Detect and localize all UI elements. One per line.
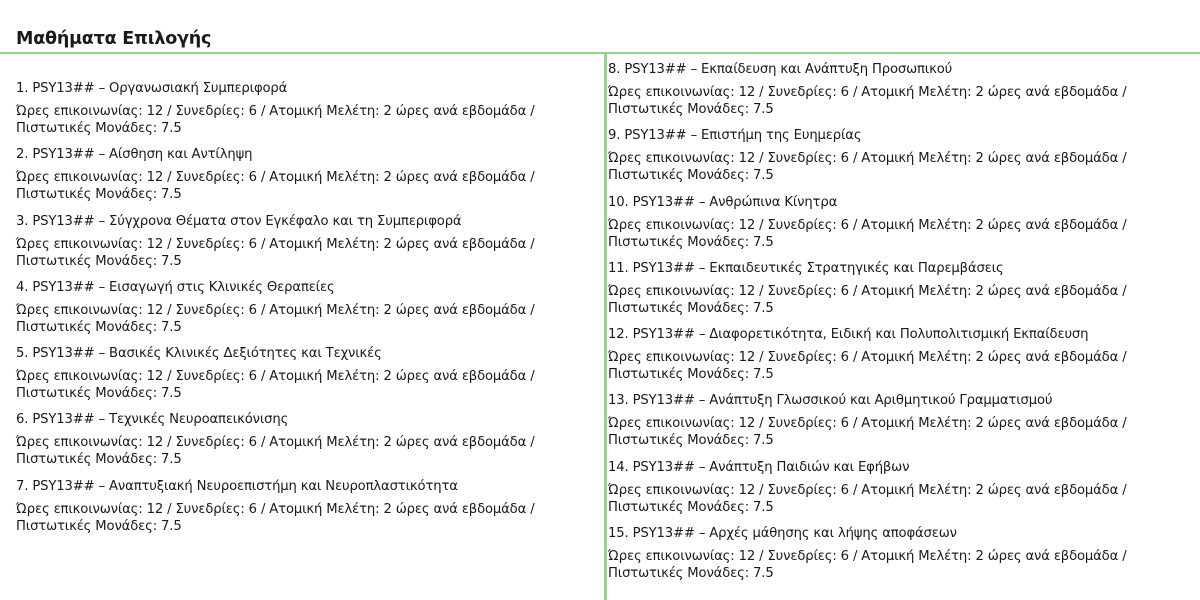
page-title: Μαθήματα Επιλογής: [16, 29, 212, 49]
course-title: 1. PSY13## – Οργανωσιακή Συμπεριφορά: [16, 81, 288, 96]
course-title: 12. PSY13## – Διαφορετικότητα, Ειδική και Πολυπολιτισμική Εκπαίδευση: [608, 327, 1089, 343]
course-title: 4. PSY13## – Εισαγωγή στις Κλινικές Θεραπείες: [16, 279, 335, 295]
header-divider: [0, 52, 1200, 54]
course-details: Ώρες επικοινωνίας: 12 / Συνεδρίες: 6 / Ατομική Μελέτη: 2 ώρες ανά εβδομάδα / Πιστωτικές Μονάδες: 7.5: [608, 283, 1127, 316]
course-details: Ώρες επικοινωνίας: 12 / Συνεδρίες: 6 / Ατομική Μελέτη: 2 ώρες ανά εβδομάδα / Πιστωτικές Μονάδες: 7.5: [16, 369, 535, 402]
course-item: [16, 477, 596, 543]
course-title: 13. PSY13## – Ανάπτυξη Γλωσσικού και Αριθμητικού Γραμματισμού: [608, 393, 1053, 409]
course-title: 8. PSY13## – Εκπαίδευση και Ανάπτυξη Προσωπικού: [608, 62, 953, 77]
course-item: [608, 524, 1193, 590]
course-title: 3. PSY13## – Σύγχρονα Θέματα στον Εγκέφαλο και τη Συμπεριφορά: [16, 213, 462, 229]
course-item: [608, 325, 1193, 391]
course-title: 2. PSY13## – Αίσθηση και Αντίληψη: [16, 147, 253, 163]
column-divider: [604, 54, 607, 600]
course-details: Ώρες επικοινωνίας: 12 / Συνεδρίες: 6 / Ατομική Μελέτη: 2 ώρες ανά εβδομάδα / Πιστωτικές Μονάδες: 7.5: [608, 85, 1127, 117]
course-title: 9. PSY13## – Επιστήμη της Ευημερίας: [608, 128, 862, 144]
course-details: Ώρες επικοινωνίας: 12 / Συνεδρίες: 6 / Ατομική Μελέτη: 2 ώρες ανά εβδομάδα / Πιστωτικές Μονάδες: 7.5: [608, 350, 1127, 383]
course-details: Ώρες επικοινωνίας: 12 / Συνεδρίες: 6 / Ατομική Μελέτη: 2 ώρες ανά εβδομάδα / Πιστωτικές Μονάδες: 7.5: [16, 501, 535, 534]
course-item: [608, 458, 1193, 524]
course-item: [16, 212, 596, 278]
right-course-column: [608, 60, 1193, 590]
course-item: [16, 278, 596, 344]
course-details: Ώρες επικοινωνίας: 12 / Συνεδρίες: 6 / Ατομική Μελέτη: 2 ώρες ανά εβδομάδα / Πιστωτικές Μονάδες: 7.5: [16, 302, 535, 335]
course-item: [16, 410, 596, 476]
course-details: Ώρες επικοινωνίας: 12 / Συνεδρίες: 6 / Ατομική Μελέτη: 2 ώρες ανά εβδομάδα / Πιστωτικές Μονάδες: 7.5: [16, 170, 535, 203]
course-details: Ώρες επικοινωνίας: 12 / Συνεδρίες: 6 / Ατομική Μελέτη: 2 ώρες ανά εβδομάδα / Πιστωτικές Μονάδες: 7.5: [16, 236, 535, 269]
course-item: [608, 193, 1193, 259]
course-title: 15. PSY13## – Αρχές μάθησης και λήψης αποφάσεων: [608, 526, 957, 542]
course-item: [608, 391, 1193, 457]
course-details: Ώρες επικοινωνίας: 12 / Συνεδρίες: 6 / Ατομική Μελέτη: 2 ώρες ανά εβδομάδα / Πιστωτικές Μονάδες: 7.5: [608, 482, 1127, 515]
course-title: 6. PSY13## – Τεχνικές Νευροαπεικόνισης: [16, 412, 289, 428]
course-title: 10. PSY13## – Ανθρώπινα Κίνητρα: [608, 194, 838, 210]
course-item: [608, 60, 1193, 126]
course-item: [16, 344, 596, 410]
course-details: Ώρες επικοινωνίας: 12 / Συνεδρίες: 6 / Ατομική Μελέτη: 2 ώρες ανά εβδομάδα / Πιστωτικές Μονάδες: 7.5: [16, 104, 535, 136]
course-details: Ώρες επικοινωνίας: 12 / Συνεδρίες: 6 / Ατομική Μελέτη: 2 ώρες ανά εβδομάδα / Πιστωτικές Μονάδες: 7.5: [608, 549, 1127, 582]
course-title: 5. PSY13## – Βασικές Κλινικές Δεξιότητες και Τεχνικές: [16, 346, 382, 362]
course-item: [608, 126, 1193, 192]
course-title: 11. PSY13## – Εκπαιδευτικές Στρατηγικές και Παρεμβάσεις: [608, 260, 1004, 276]
course-details: Ώρες επικοινωνίας: 12 / Συνεδρίες: 6 / Ατομική Μελέτη: 2 ώρες ανά εβδομάδα / Πιστωτικές Μονάδες: 7.5: [16, 435, 535, 468]
course-details: Ώρες επικοινωνίας: 12 / Συνεδρίες: 6 / Ατομική Μελέτη: 2 ώρες ανά εβδομάδα / Πιστωτικές Μονάδες: 7.5: [608, 217, 1127, 250]
course-details: Ώρες επικοινωνίας: 12 / Συνεδρίες: 6 / Ατομική Μελέτη: 2 ώρες ανά εβδομάδα / Πιστωτικές Μονάδες: 7.5: [608, 151, 1127, 184]
course-details: Ώρες επικοινωνίας: 12 / Συνεδρίες: 6 / Ατομική Μελέτη: 2 ώρες ανά εβδομάδα / Πιστωτικές Μονάδες: 7.5: [608, 416, 1127, 449]
course-title: 7. PSY13## – Αναπτυξιακή Νευροεπιστήμη και Νευροπλαστικότητα: [16, 478, 458, 494]
left-course-column: [16, 79, 596, 543]
course-item: [16, 79, 596, 145]
course-item: [608, 259, 1193, 325]
course-title: 14. PSY13## – Ανάπτυξη Παιδιών και Εφήβων: [608, 459, 910, 475]
course-item: [16, 145, 596, 211]
